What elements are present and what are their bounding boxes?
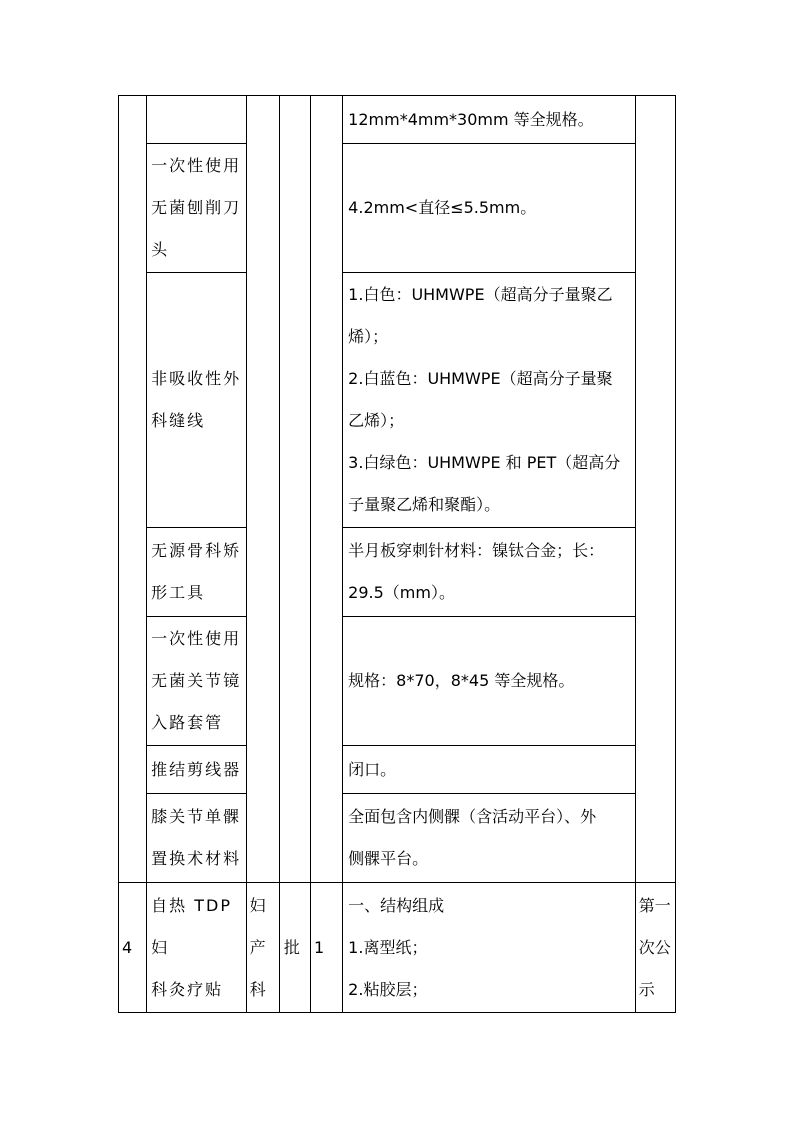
product-line: 一次性使用 <box>151 629 242 648</box>
spec-line: 烯）； <box>348 327 389 346</box>
spec-line: 3.白绿色：UHMWPE 和 PET（超高分 <box>348 453 621 472</box>
table-row <box>119 528 676 617</box>
cell-index <box>119 883 147 1013</box>
cell-spec <box>343 794 636 883</box>
remark-line: 示 <box>638 979 655 999</box>
spec-line: 4.2mm<直径≤5.5mm。 <box>348 198 537 217</box>
product-line: 一次性使用 <box>151 156 242 175</box>
cell-unit <box>279 883 310 1013</box>
cell-product <box>147 617 247 746</box>
spec-line: 1.白色：UHMWPE（超高分子量聚乙 <box>348 285 613 304</box>
cell-product <box>147 528 247 617</box>
spec-line: 子量聚乙烯和聚酯）。 <box>348 495 501 514</box>
product-line: 无菌刨削刀 <box>151 198 242 217</box>
cell-remark <box>635 96 675 883</box>
cell-spec <box>343 144 636 273</box>
table-row <box>119 273 676 528</box>
cell-spec <box>343 273 636 528</box>
cell-unit <box>279 96 310 883</box>
cell-spec <box>343 96 636 144</box>
product-line: 推结剪线器 <box>151 759 242 779</box>
product-line: 科缝线 <box>151 411 206 430</box>
spec-line: 12mm*4mm*30mm 等全规格。 <box>348 109 594 129</box>
remark-line: 次公 <box>638 937 671 957</box>
product-line: 科灸疗贴 <box>151 979 224 999</box>
spec-line: 半月板穿刺针材料：镍钛合金；长： <box>348 541 605 560</box>
dept-line: 妇 <box>249 895 266 915</box>
spec-line: 乙烯）； <box>348 411 405 430</box>
dept-line: 科 <box>249 979 266 999</box>
cell-product <box>147 746 247 794</box>
spec-line: 全面包含内侧髁（含活动平台）、外 <box>348 807 597 826</box>
cell-product <box>147 273 247 528</box>
spec-line: 2.白蓝色：UHMWPE（超高分子量聚 <box>348 369 613 388</box>
cell-remark <box>635 883 675 1013</box>
remark-line: 第一 <box>638 895 671 915</box>
cell-qty <box>311 96 343 883</box>
table-row <box>119 96 676 144</box>
qty-text: 1 <box>314 937 325 957</box>
cell-dept <box>246 883 279 1013</box>
cell-qty <box>311 883 343 1013</box>
cell-dept <box>246 96 279 883</box>
cell-spec <box>343 746 636 794</box>
cell-index <box>119 96 147 883</box>
dept-line: 产 <box>249 937 266 957</box>
spec-line: 闭口。 <box>348 759 397 779</box>
product-line: 无源骨科矫 <box>151 541 242 560</box>
product-line: 入路套管 <box>151 713 224 732</box>
spec-line: 29.5（mm）。 <box>348 583 455 602</box>
cell-spec <box>343 528 636 617</box>
table-row <box>119 883 676 1013</box>
spec-line: 规格：8*70，8*45 等全规格。 <box>348 671 575 690</box>
product-line: 形工具 <box>151 583 206 602</box>
product-line: 膝关节单髁 <box>151 807 242 826</box>
product-line: 无菌关节镜 <box>151 671 242 690</box>
table-row <box>119 144 676 273</box>
cell-product <box>147 794 247 883</box>
cell-spec <box>343 883 636 1013</box>
spec-line: 1.离型纸； <box>348 937 428 957</box>
product-line: 非吸收性外 <box>151 369 242 388</box>
cell-spec <box>343 617 636 746</box>
product-line: 自热 TDP 妇 <box>151 895 240 957</box>
product-line: 置换术材料 <box>151 849 242 868</box>
cell-product <box>147 883 247 1013</box>
spec-line: 侧髁平台。 <box>348 849 429 868</box>
table-row <box>119 617 676 746</box>
spec-line: 一、结构组成 <box>348 895 445 915</box>
table-row <box>119 746 676 794</box>
product-spec-table <box>118 95 676 1013</box>
unit-text: 批 <box>283 937 300 957</box>
spec-line: 2.粘胶层； <box>348 979 428 999</box>
product-line: 头 <box>151 240 170 259</box>
table-row <box>119 794 676 883</box>
cell-product <box>147 96 247 144</box>
cell-product <box>147 144 247 273</box>
item-number: 4 <box>122 937 133 957</box>
